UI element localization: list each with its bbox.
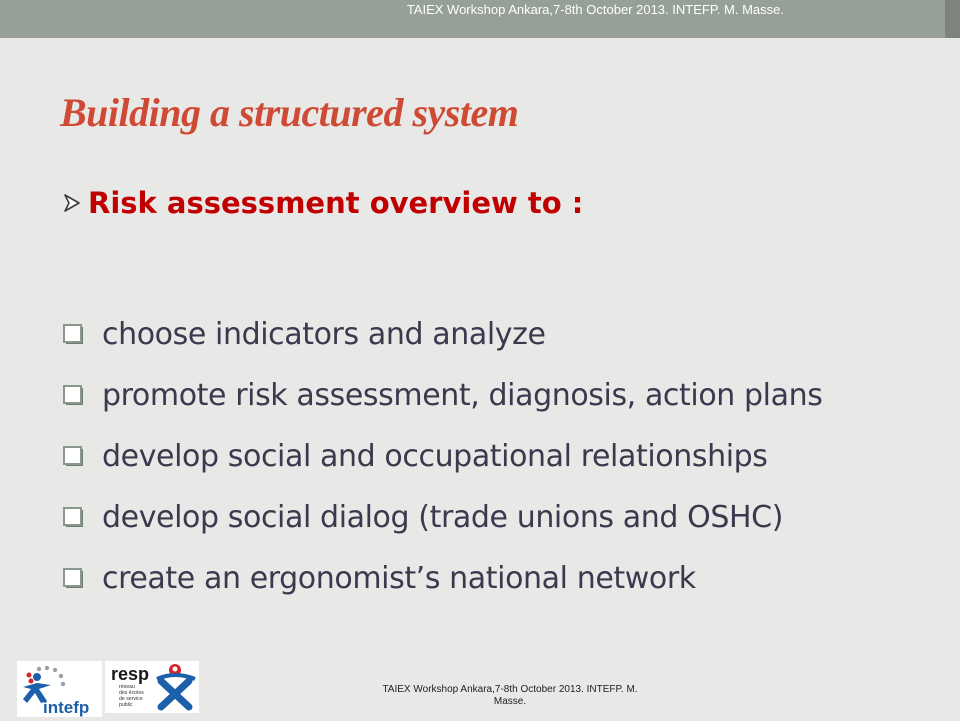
list-item-text: develop social dialog (trade unions and OSHC): [102, 500, 784, 535]
intefp-logo: [17, 661, 102, 717]
header-accent: [945, 0, 960, 38]
resp-tagline-line: des écoles: [119, 690, 144, 696]
checkbox-bullet-icon: [62, 506, 86, 530]
resp-tagline-line: de service: [119, 696, 143, 702]
list-item: [62, 548, 822, 609]
checkbox-bullet-icon: [62, 567, 86, 591]
arrow-bullet-icon: [62, 193, 82, 213]
list-item-text: create an ergonomist’s national network: [102, 561, 696, 596]
resp-logo: [105, 661, 199, 713]
list-item: [62, 304, 822, 365]
list-item: [62, 365, 822, 426]
slide-title: Building a structured system: [60, 90, 519, 135]
resp-tagline-line: public: [119, 702, 133, 708]
checkbox-bullet-icon: [62, 445, 86, 469]
resp-logo-text: resp: [111, 664, 150, 684]
checkbox-bullet-icon: [62, 323, 86, 347]
header-text: TAIEX Workshop Ankara,7-8th October 2013. INTEFP. M. Masse.: [406, 2, 784, 17]
checkbox-bullet-icon: [62, 384, 86, 408]
bullet-list: [62, 304, 822, 609]
list-item-text: develop social and occupational relationships: [102, 439, 768, 474]
footer-text: TAIEX Workshop Ankara,7-8th October 2013. INTEFP. M. Masse.: [382, 684, 638, 707]
list-item-text: promote risk assessment, diagnosis, action plans: [102, 378, 823, 413]
resp-tagline-line: réseau: [119, 684, 135, 690]
subheading-label: Risk assessment overview to :: [88, 186, 584, 220]
list-item-text: choose indicators and analyze: [102, 317, 546, 352]
subheading: [62, 182, 583, 224]
intefp-logo-text: intefp: [43, 698, 90, 717]
list-item: [62, 487, 822, 548]
list-item: [62, 426, 822, 487]
